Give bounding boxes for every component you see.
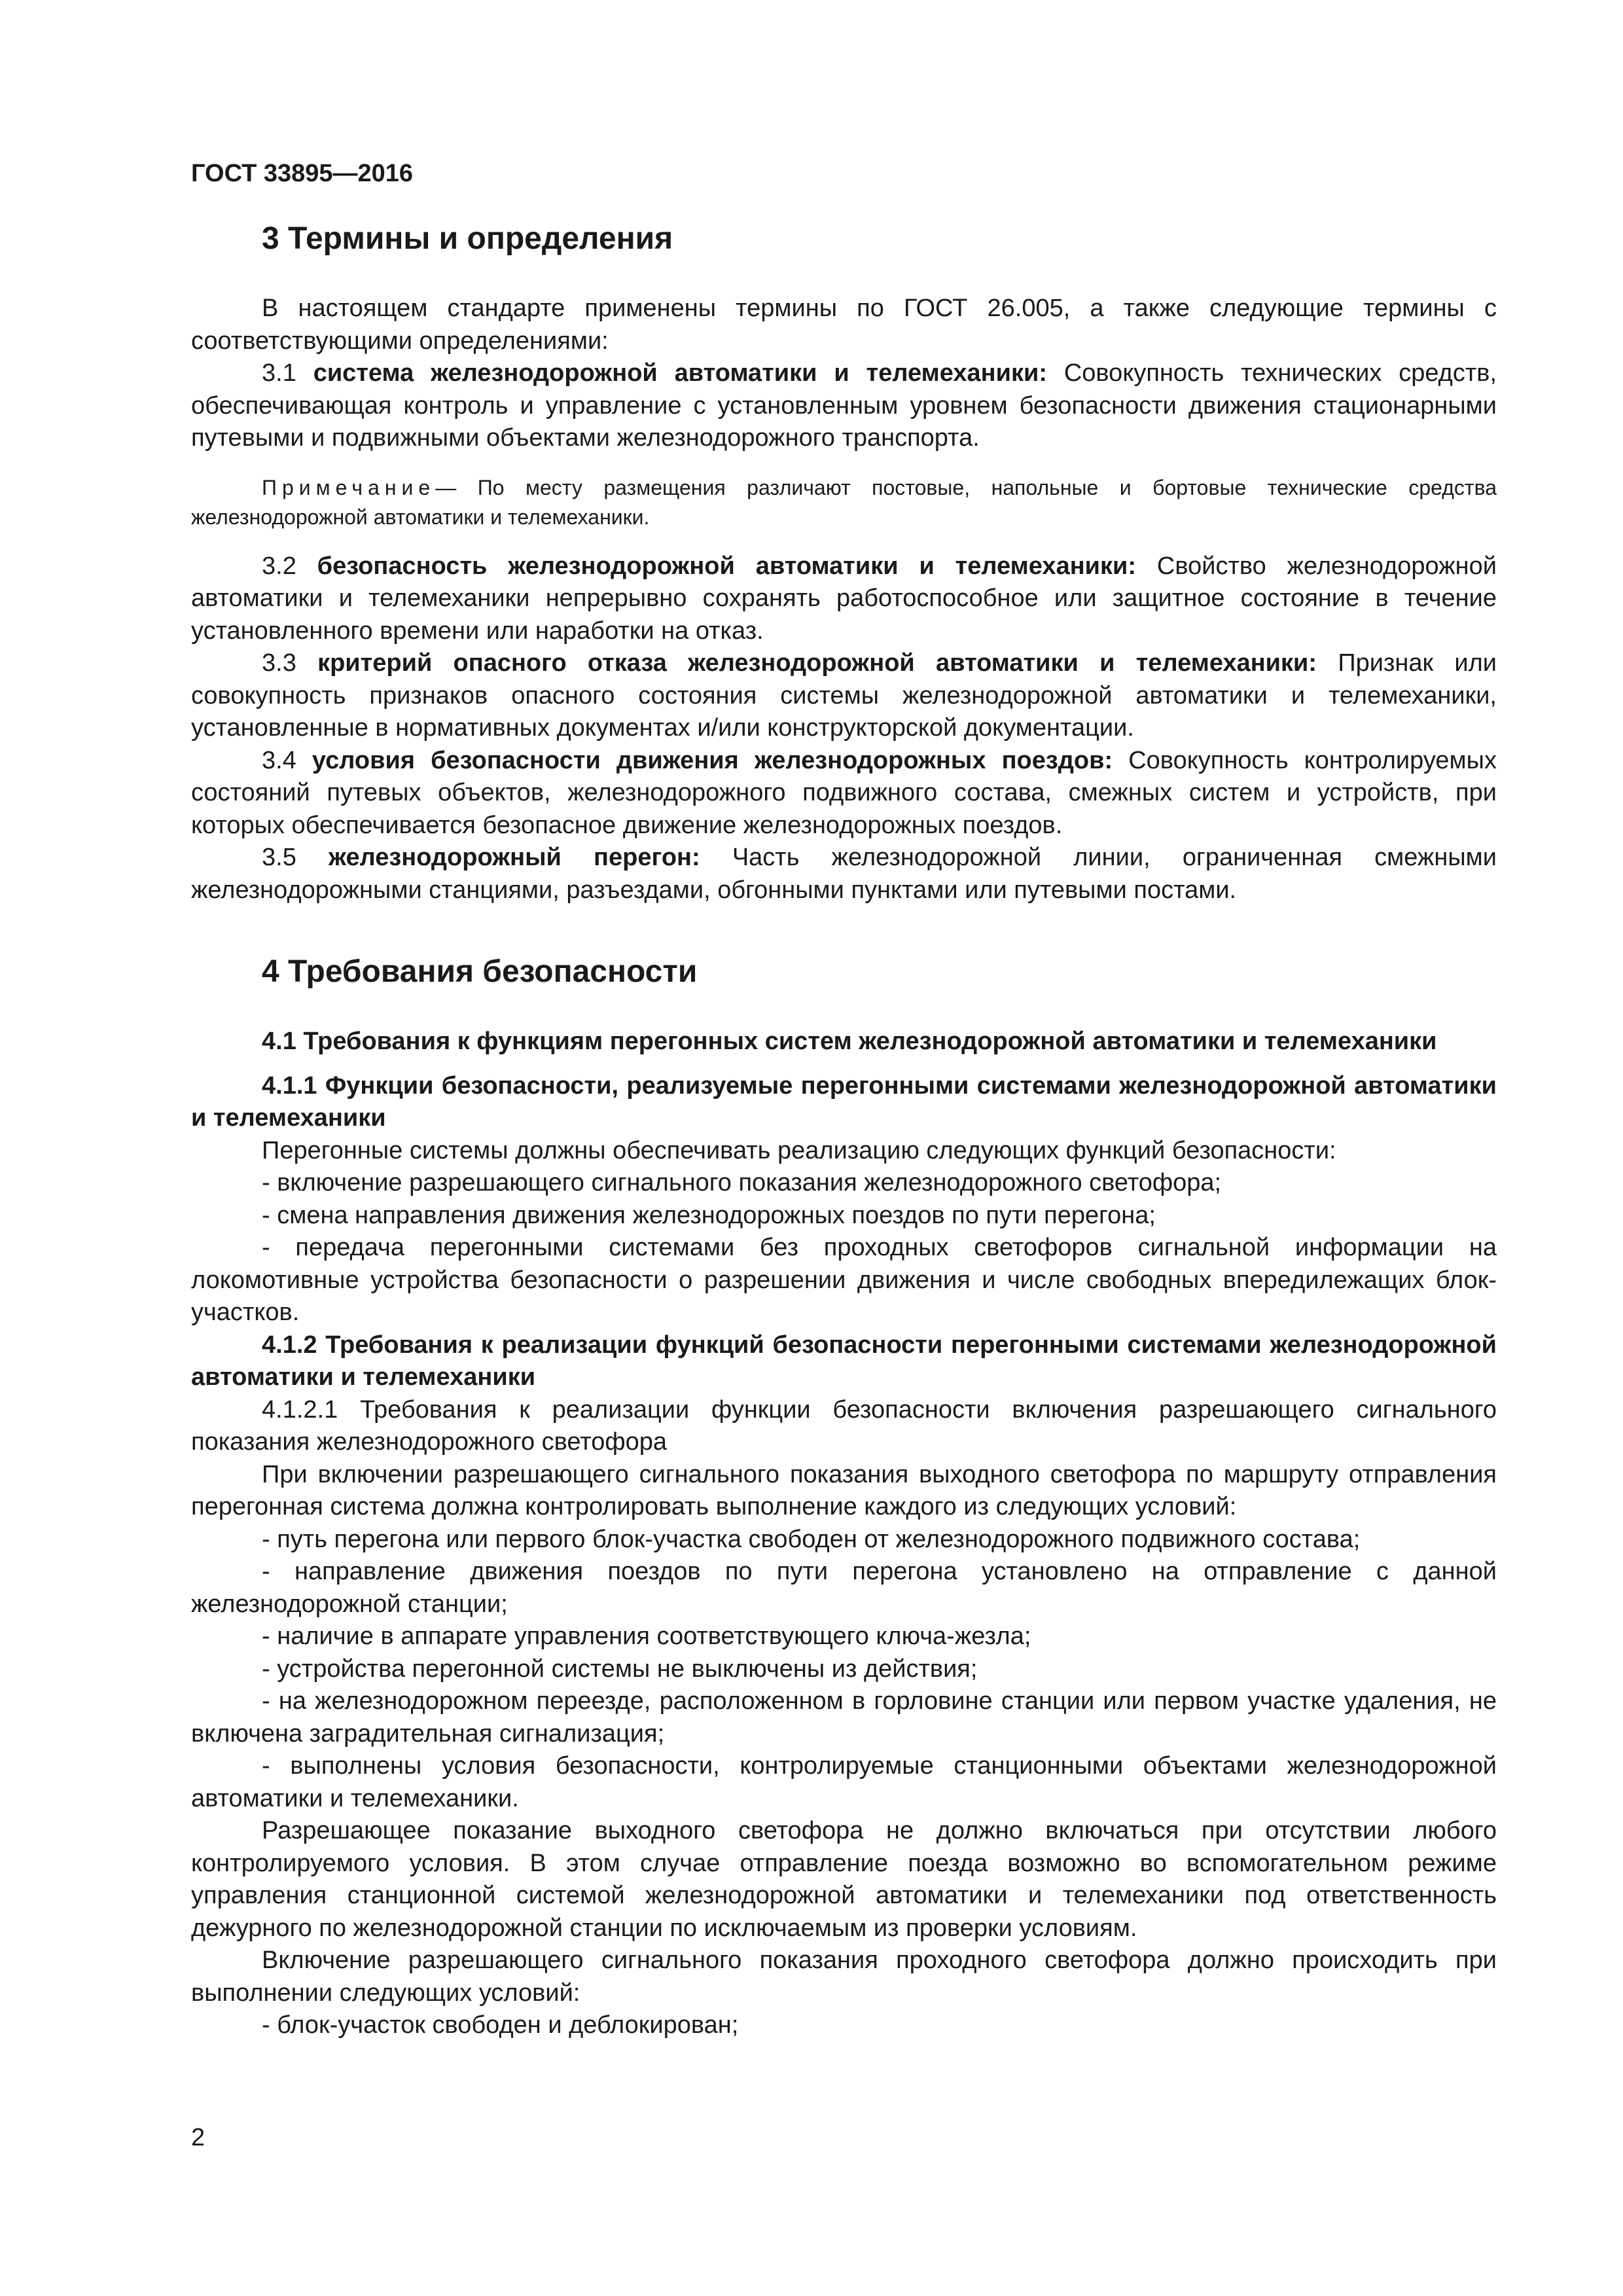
term-3-1: 3.1 система железнодорожной автоматики и телемеханики: Совокупность технических средств, обеспечивающая контроль и управление с установленным уровнем безопасности движения стационарными путевыми и подвижными объектами железнодорожного транспорта. (191, 359, 1497, 452)
list-item: - выполнены условия безопасности, контролируемые станционными объектами железнодорожной автоматики и телемеханики. (191, 1752, 1497, 1812)
term-3-2: 3.2 безопасность железнодорожной автоматики и телемеханики: Свойство железнодорожной автоматики и телемеханики непрерывно сохранять работоспособное или защитное состояние в течение установленного времени или наработки на отказ. (191, 552, 1497, 645)
section-3-intro: В настоящем стандарте применены термины по ГОСТ 26.005, а также следующие термины с соответствующими определениями: (191, 295, 1497, 355)
list-item: - путь перегона или первого блок-участка свободен от железнодорожного подвижного состава; (262, 1525, 1361, 1553)
subsection-4-1-title: 4.1 Требования к функциям перегонных систем железнодорожной автоматики и телемеханики (262, 1028, 1437, 1055)
exit-signal-intro: При включении разрешающего сигнального показания выходного светофора по маршруту отправления перегонная система должна контролировать выполнение каждого из следующих условий: (191, 1460, 1497, 1520)
list-item: - на железнодорожном переезде, расположенном в горловине станции или первом участке удаления, не включена заградительная сигнализация; (191, 1687, 1497, 1748)
term-3-4: 3.4 условия безопасности движения железнодорожных поездов: Совокупность контролируемых состояний путевых объектов, железнодорожного подвижного состава, смежных систем и устройств, при которых обеспечивается безопасное движение железнодорожных поездов. (191, 746, 1497, 839)
list-item: - включение разрешающего сигнального показания железнодорожного светофора; (262, 1169, 1222, 1196)
pass-signal-intro: Включение разрешающего сигнального показания проходного светофора должно происходить при выполнении следующих условий: (191, 1946, 1497, 2007)
section-4-title: 4 Требования безопасности (262, 954, 698, 989)
document-body (191, 219, 1497, 2042)
list-item: - передача перегонными системами без проходных светофоров сигнальной информации на локомотивные устройства безопасности о разрешении движения и числе свободных впередилежащих блок-участков. (191, 1234, 1497, 1326)
document-header: ГОСТ 33895—2016 (191, 160, 414, 187)
exit-signal-after: Разрешающее показание выходного светофора не должно включаться при отсутствии любого контролируемого условия. В этом случае отправление поезда возможно во вспомогательном режиме управления станционной системой железнодорожной автоматики и телемеханики под ответственность дежурного по железнодорожной станции по исключаемым из проверки условиям. (191, 1817, 1497, 1942)
page-number: 2 (191, 2124, 205, 2151)
section-3-title: 3 Термины и определения (262, 221, 673, 256)
term-3-1-note: Примечание— По месту размещения различают постовые, напольные и бортовые технические средства железнодорожной автоматики и телемеханики. (191, 475, 1497, 529)
list-item: - блок-участок свободен и деблокирован; (262, 2011, 739, 2039)
subsection-4-1-1-title: 4.1.1 Функции безопасности, реализуемые перегонными системами железнодорожной автоматики и телемеханики (191, 1071, 1497, 1132)
list-item: - устройства перегонной системы не выключены из действия; (262, 1655, 978, 1683)
list-item: - смена направления движения железнодорожных поездов по пути перегона; (262, 1201, 1156, 1229)
list-item: - направление движения поездов по пути перегона установлено на отправление с данной железнодорожной станции; (191, 1558, 1497, 1618)
subsection-4-1-2-1-title: 4.1.2.1 Требования к реализации функции безопасности включения разрешающего сигнального показания железнодорожного светофора (191, 1395, 1497, 1456)
list-item: - наличие в аппарате управления соответствующего ключа-жезла; (262, 1623, 1031, 1650)
term-3-5: 3.5 железнодорожный перегон: Часть железнодорожной линии, ограниченная смежными железнодорожными станциями, разъездами, обгонными пунктами или путевыми постами. (191, 844, 1497, 904)
subsection-4-1-2-title: 4.1.2 Требования к реализации функций безопасности перегонными системами железнодорожной автоматики и телемеханики (191, 1331, 1497, 1391)
term-3-3: 3.3 критерий опасного отказа железнодорожной автоматики и телемеханики: Признак или совокупность признаков опасного состояния системы железнодорожной автоматики и телемеханики, установленные в нормативных документах и/или конструкторской документации. (191, 649, 1497, 742)
functions-intro: Перегонные системы должны обеспечивать реализацию следующих функций безопасности: (262, 1136, 1336, 1164)
